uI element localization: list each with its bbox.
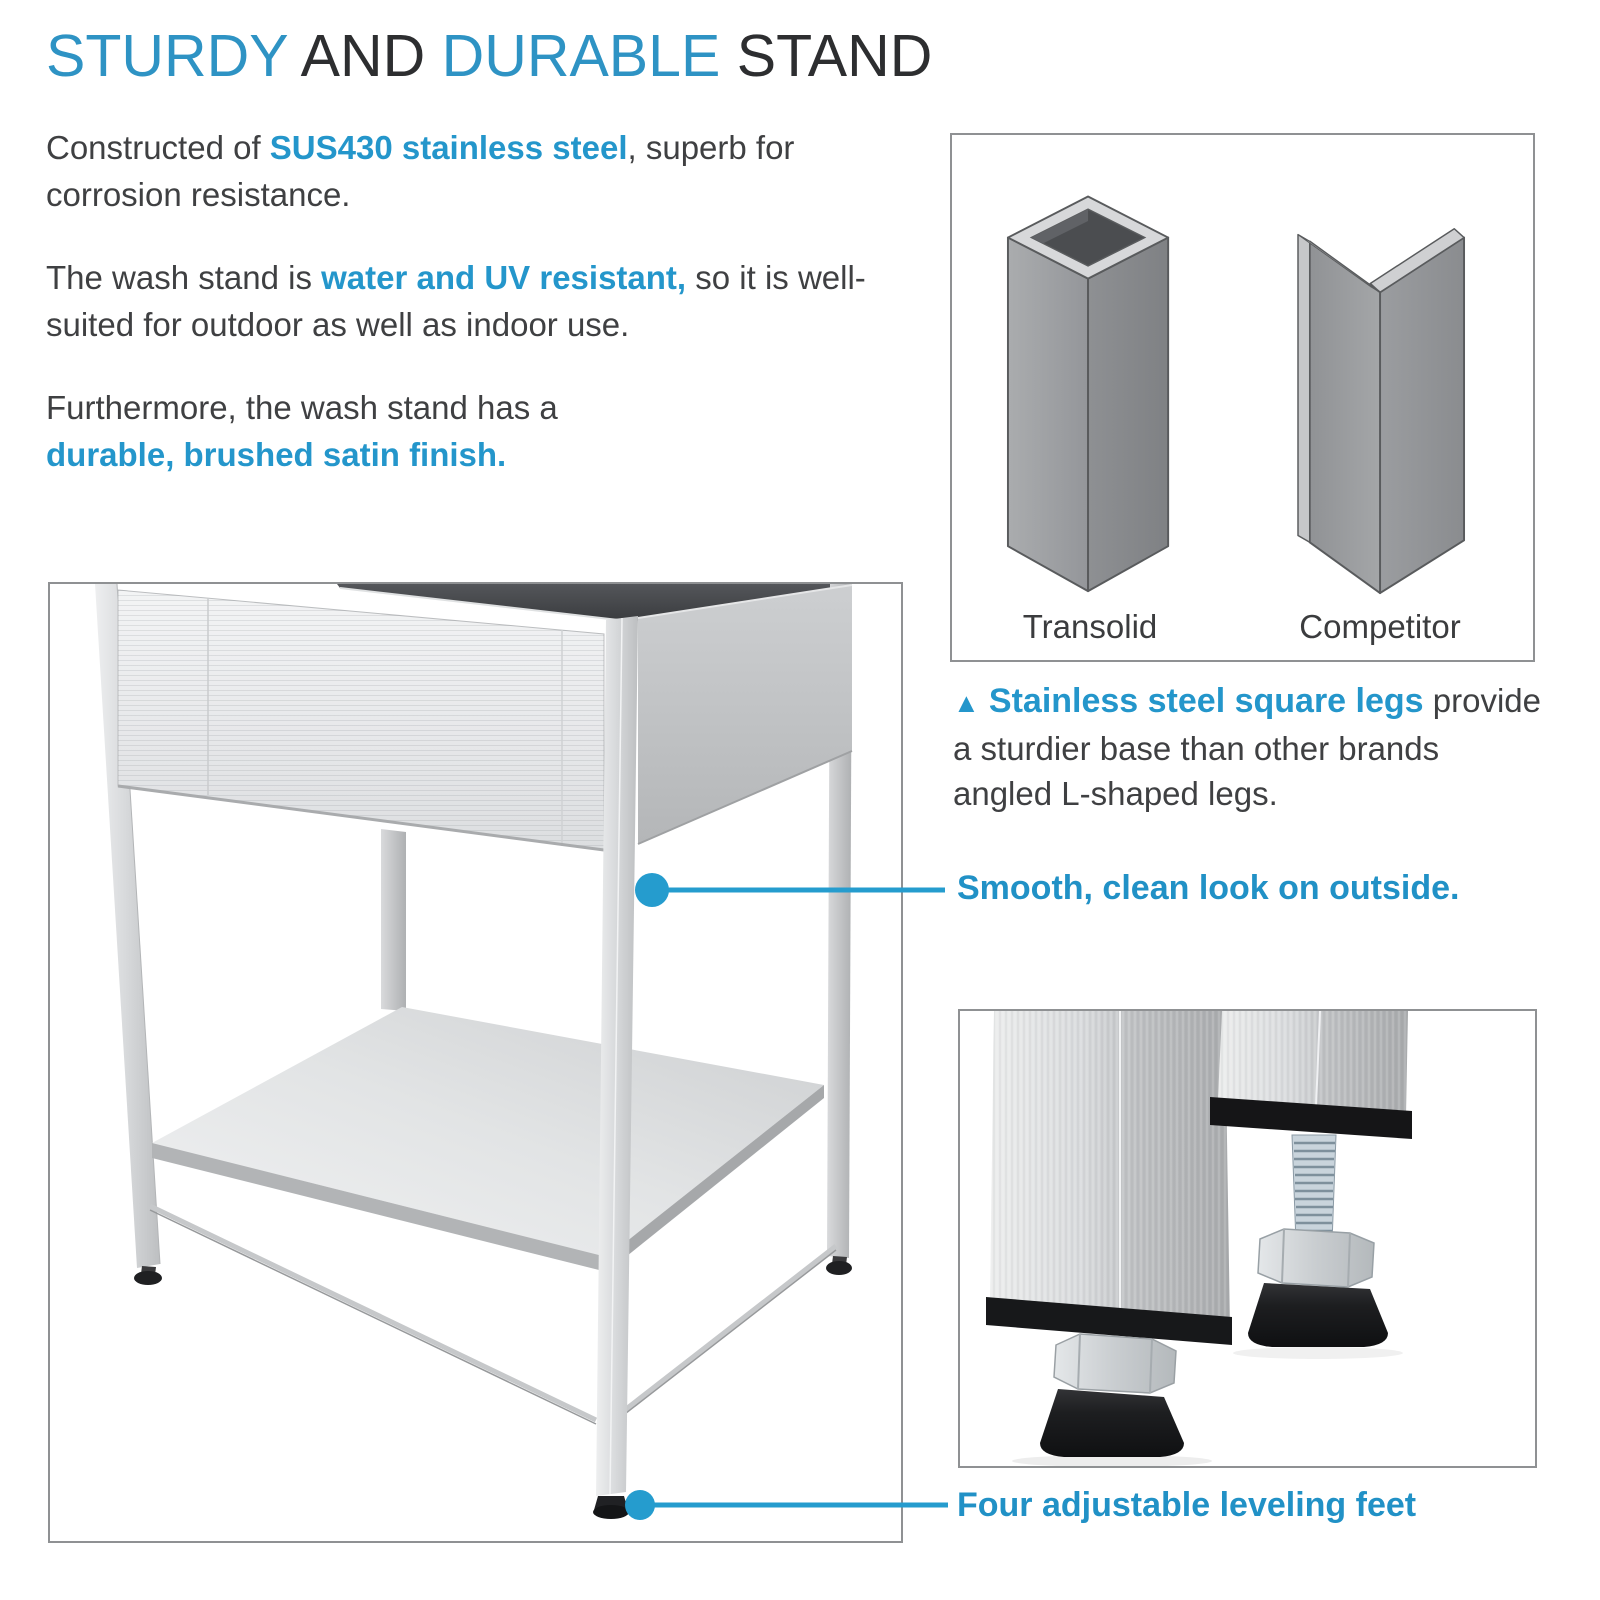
feet-photo-frame (958, 1009, 1537, 1468)
intro-paragraph-3 (46, 384, 914, 478)
title-word-and: AND (287, 23, 442, 89)
square-leg-illustration (988, 177, 1192, 597)
intro-paragraph-2 (46, 254, 914, 348)
page-title (46, 22, 932, 90)
callout-feet-label: Four adjustable leveling feet (957, 1486, 1417, 1524)
triangle-icon: ▲ (953, 688, 980, 718)
legs-note-highlight: Stainless steel square legs (988, 682, 1424, 720)
intro-text (46, 124, 914, 514)
comparison-frame (950, 133, 1535, 662)
legs-note-text: provide a sturdier base than other brands angled L-shaped legs. (953, 682, 1541, 812)
legs-note (953, 678, 1541, 816)
stand-photo-frame (48, 582, 903, 1543)
stand-illustration (50, 584, 901, 1541)
p1-highlight: SUS430 stainless steel (269, 129, 628, 166)
comparison-label-competitor: Competitor (1299, 608, 1461, 645)
p2-post: so it is well-suited for outdoor as well as indoor use. (46, 259, 866, 343)
l-angle-leg-illustration (1280, 177, 1484, 597)
p2-pre: The wash stand is (46, 259, 322, 296)
p3-pre: Furthermore, the wash stand has a (46, 389, 558, 426)
p3-highlight: durable, brushed satin finish. (46, 436, 507, 473)
title-word-durable: DURABLE (441, 23, 721, 89)
callout-smooth-label: Smooth, clean look on outside. (957, 869, 1460, 907)
intro-paragraph-1 (46, 124, 914, 218)
title-word-sturdy: STURDY (46, 23, 288, 89)
p1-post: , superb for corrosion resistance. (46, 129, 795, 213)
comparison-label-transolid: Transolid (1022, 608, 1158, 645)
p2-highlight: water and UV resistant, (321, 259, 687, 296)
feet-photo-illustration (960, 1011, 1535, 1466)
title-word-stand: STAND (720, 23, 933, 89)
p1-pre: Constructed of (46, 129, 270, 166)
